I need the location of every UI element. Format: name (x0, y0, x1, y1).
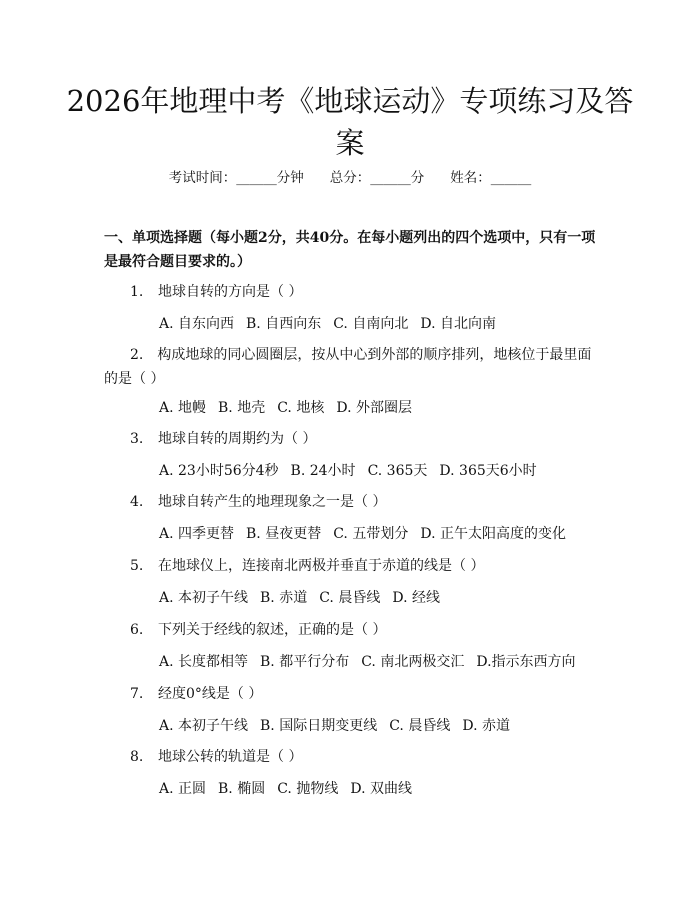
question-4 (104, 490, 602, 514)
question-8 (104, 745, 602, 769)
option-c: C. 地核 (277, 400, 325, 416)
question-1 (104, 280, 602, 304)
option-c: C. 365天 (367, 463, 428, 479)
question-7-options (159, 714, 629, 738)
question-6-options (159, 650, 629, 674)
question-number: 7. (130, 686, 144, 702)
question-text: 地球自转的周期约为（ ） (158, 431, 317, 447)
score-unit: 分 (410, 170, 425, 186)
question-number: 1. (130, 284, 144, 300)
option-d: D. 正午太阳高度的变化 (420, 526, 566, 542)
score-blank: ______ (370, 170, 411, 186)
question-text: 地球自转的方向是（ ） (158, 284, 303, 300)
option-d: D. 外部圈层 (336, 400, 412, 416)
option-a: A. 本初子午线 (159, 718, 249, 734)
question-3-options (159, 459, 629, 483)
option-c: C. 抛物线 (277, 781, 339, 797)
question-2-options (159, 396, 629, 420)
question-number: 2. (130, 347, 144, 363)
option-a: A. 本初子午线 (159, 590, 249, 606)
name-blank: ______ (490, 170, 532, 186)
time-blank: ______ (236, 170, 277, 186)
question-1-options (159, 312, 629, 336)
option-a: A. 自东向西 (159, 316, 235, 332)
question-2 (104, 343, 602, 391)
option-d: D.指示东西方向 (476, 654, 576, 670)
question-text: 下列关于经线的叙述，正确的是（ ） (158, 622, 387, 638)
option-d: D. 赤道 (462, 718, 510, 734)
option-b: B. 国际日期变更线 (260, 718, 378, 734)
question-number: 5. (130, 558, 144, 574)
question-text: 在地球仪上，连接南北两极并垂直于赤道的线是（ ） (158, 558, 485, 574)
option-a: A. 地幔 (159, 400, 207, 416)
option-d: D. 经线 (392, 590, 440, 606)
question-7 (104, 682, 602, 706)
question-6 (104, 618, 602, 642)
option-b: B. 24小时 (290, 463, 356, 479)
question-number: 4. (130, 494, 144, 510)
option-b: B. 自西向东 (246, 316, 322, 332)
score-label: 总分： (329, 170, 371, 186)
option-c: C. 南北两极交汇 (361, 654, 465, 670)
question-text: 经度0°线是（ ） (158, 686, 263, 702)
page-title: 2026年地理中考《地球运动》专项练习及答案 (66, 84, 634, 160)
question-5 (104, 554, 602, 578)
option-c: C. 晨昏线 (319, 590, 381, 606)
question-4-options (159, 522, 629, 546)
option-b: B. 昼夜更替 (246, 526, 322, 542)
option-b: B. 地壳 (218, 400, 266, 416)
question-text: 地球自转产生的地理现象之一是（ ） (158, 494, 387, 510)
time-label: 考试时间： (168, 170, 237, 186)
option-a: A. 23小时56分4秒 (159, 463, 279, 479)
option-b: B. 都平行分布 (260, 654, 350, 670)
question-5-options (159, 586, 629, 610)
question-8-options (159, 777, 629, 801)
option-c: C. 自南向北 (333, 316, 409, 332)
question-number: 8. (130, 749, 144, 765)
option-b: B. 赤道 (260, 590, 308, 606)
option-d: D. 365天6小时 (439, 463, 537, 479)
question-text: 构成地球的同心圆圈层，按从中心到外部的顺序排列，地核位于最里面的是（ ） (104, 347, 592, 387)
question-number: 3. (130, 431, 144, 447)
exam-info-line (0, 166, 700, 190)
option-c: C. 五带划分 (333, 526, 409, 542)
option-a: A. 长度都相等 (159, 654, 249, 670)
question-number: 6. (130, 622, 144, 638)
question-text: 地球公转的轨道是（ ） (158, 749, 303, 765)
option-c: C. 晨昏线 (389, 718, 451, 734)
question-3 (104, 427, 602, 451)
option-a: A. 正圆 (159, 781, 207, 797)
section-heading: 一、单项选择题（每小题2分，共40分。在每小题列出的四个选项中，只有一项是最符合题目要求的。） (104, 230, 596, 270)
option-a: A. 四季更替 (159, 526, 235, 542)
option-b: B. 椭圆 (218, 781, 266, 797)
time-unit: 分钟 (276, 170, 304, 186)
option-d: D. 自北向南 (420, 316, 496, 332)
option-d: D. 双曲线 (350, 781, 412, 797)
name-label: 姓名： (450, 170, 491, 186)
